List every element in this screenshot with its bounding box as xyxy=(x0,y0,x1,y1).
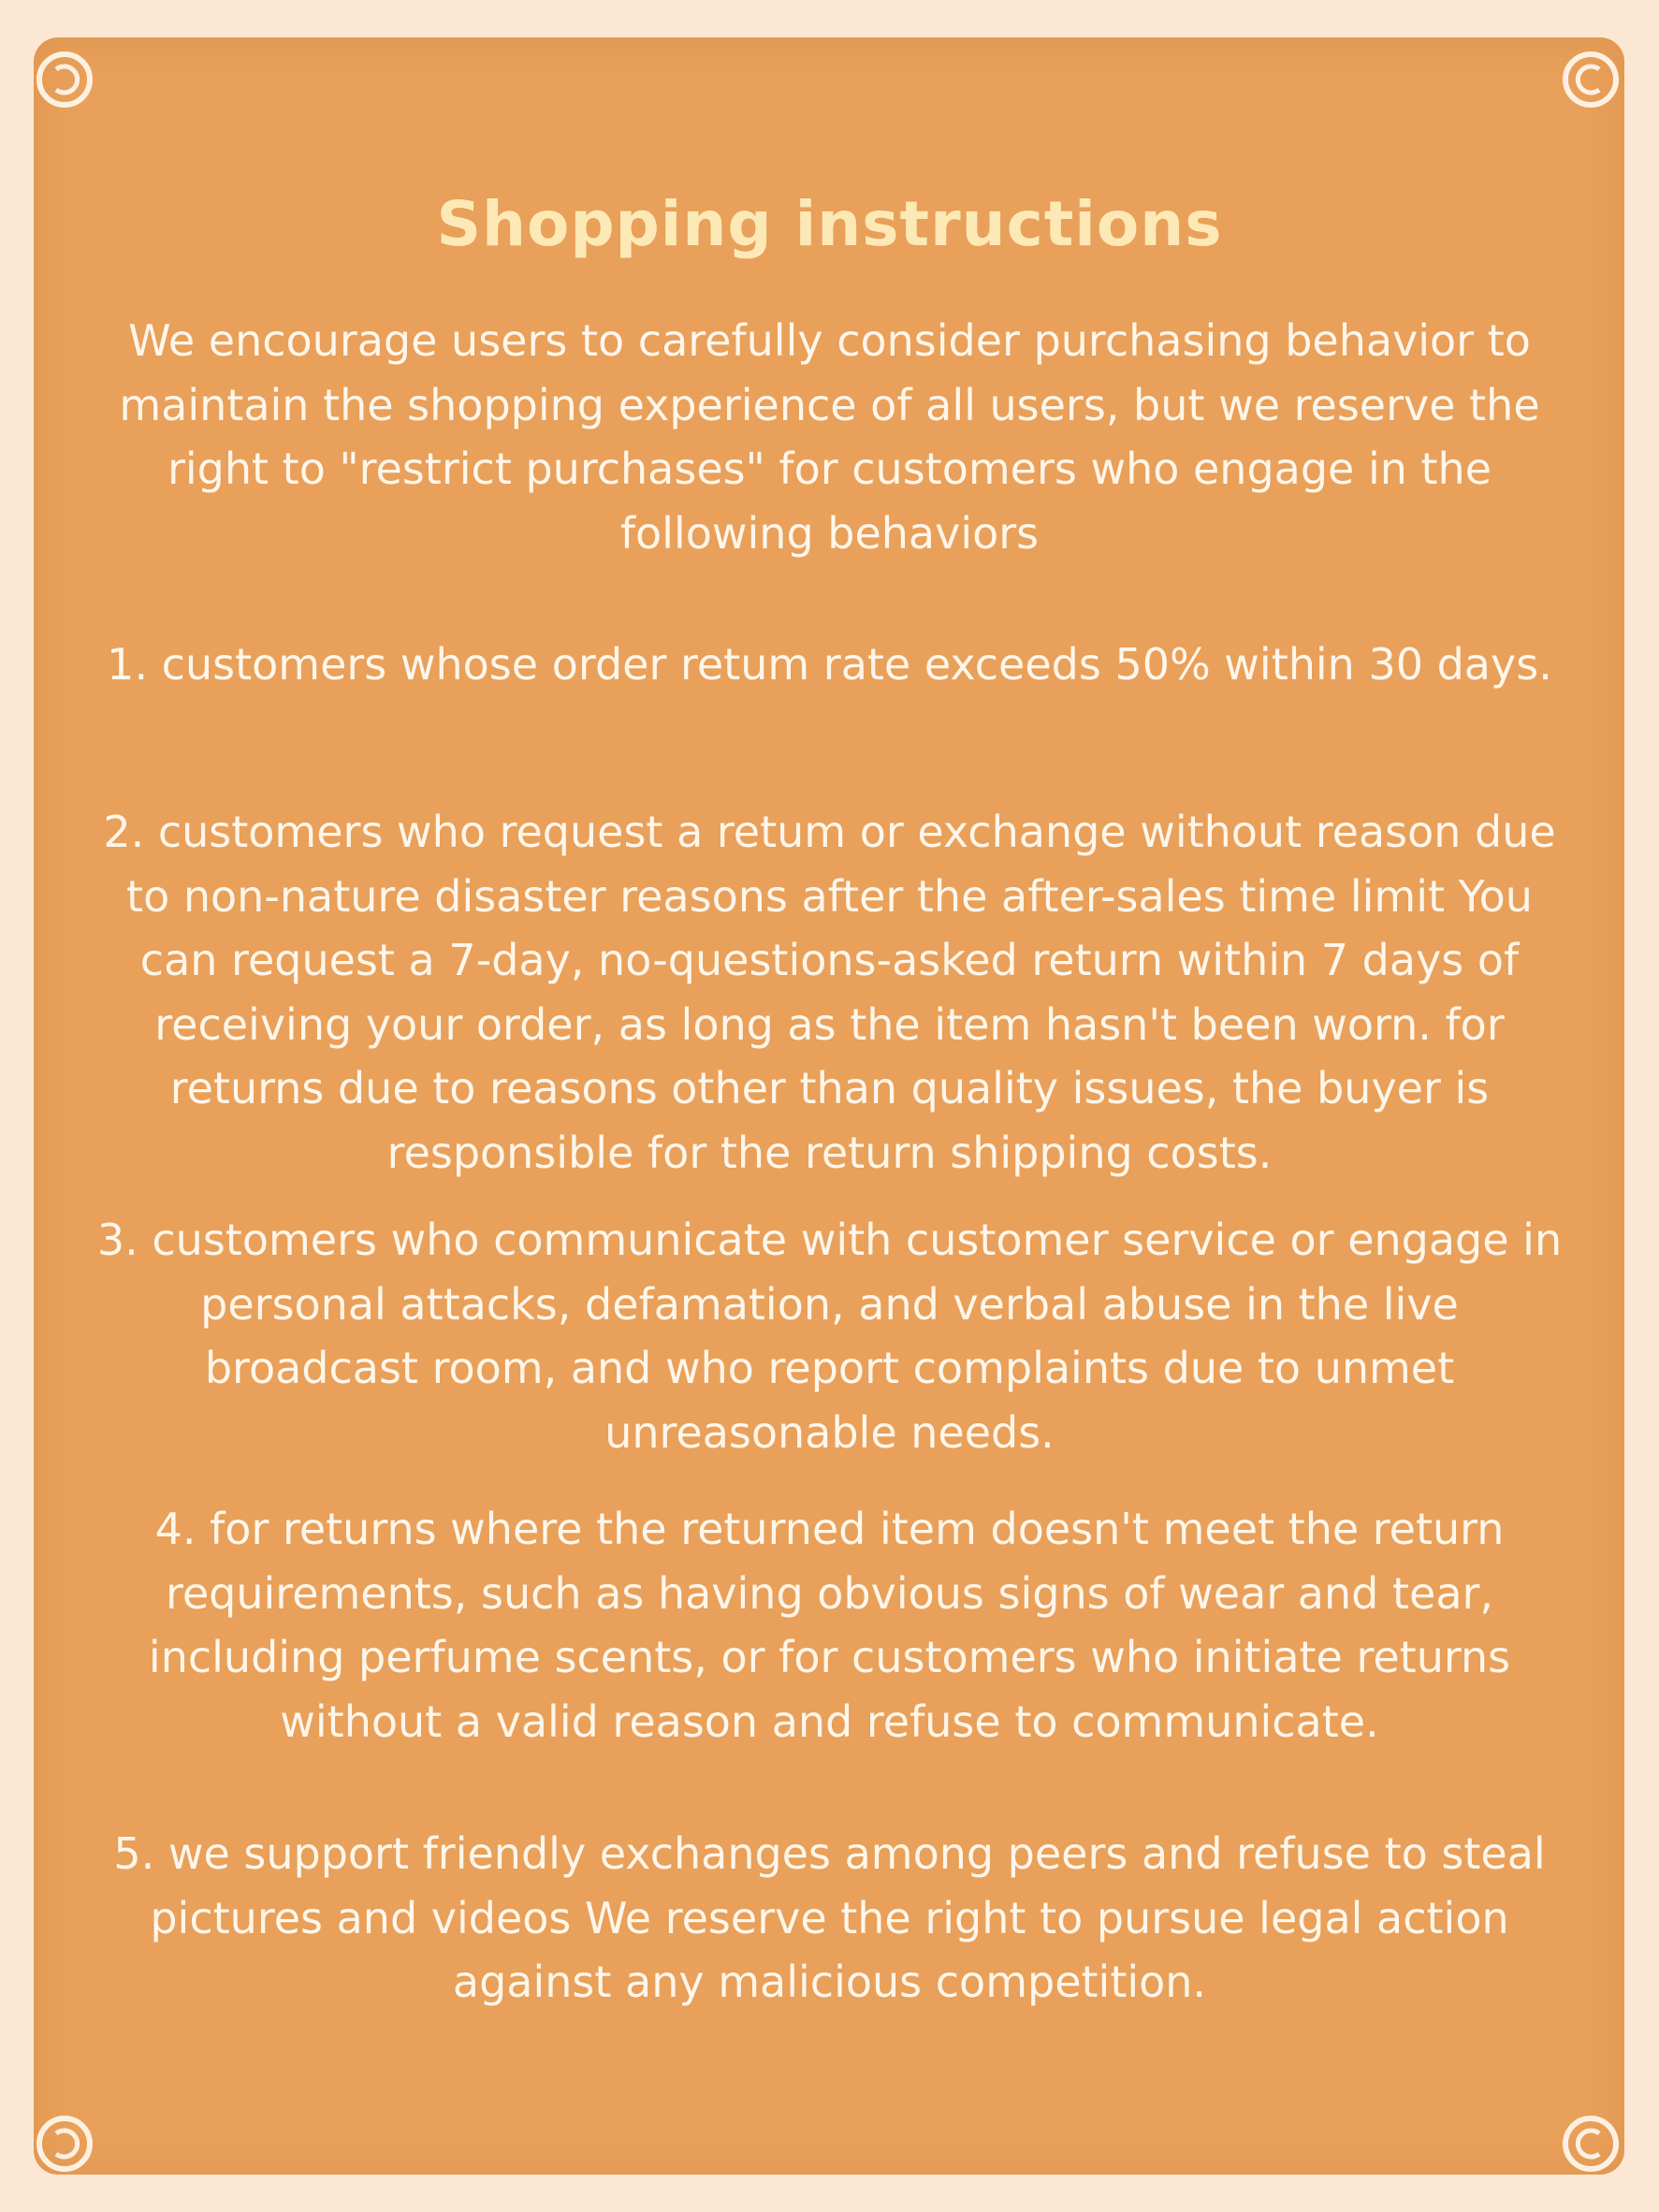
intro-paragraph xyxy=(94,309,1565,565)
list-item-text: 4. for returns where the returned item doesn't meet the return requirements, such as having obvious signs of wear and tear, including perfume scents, or for customers who initiate returns without a valid reason and refuse to communicate. xyxy=(148,1504,1511,1747)
list-item xyxy=(94,1208,1565,1464)
list-item-text: 1. customers whose order retum rate exceeds 50% within 30 days. xyxy=(107,639,1552,690)
intro-text: We encourage users to carefully consider purchasing behavior to maintain the shopping experience of all users, but we reserve the right to "restrict purchases" for customers who engage in the following behaviors xyxy=(119,315,1540,559)
list-item xyxy=(94,800,1565,1185)
list-item-text: 3. customers who communicate with customer service or engage in personal attacks, defamation, and verbal abuse in the live broadcast room, and who report complaints due to unmet unreasonable needs. xyxy=(96,1215,1563,1458)
swirl-ornament-icon xyxy=(32,2111,97,2176)
swirl-ornament-icon xyxy=(32,47,97,112)
list-item xyxy=(94,1822,1565,2015)
list-item-text: 5. we support friendly exchanges among peers and refuse to steal pictures and videos We reserve the right to pursue legal action against any malicious competition. xyxy=(113,1828,1546,2007)
page-title: Shopping instructions xyxy=(436,188,1223,260)
list-item xyxy=(94,1497,1565,1754)
list-item-text: 2. customers who request a retum or exchange without reason due to non-nature disaster reasons after the after-sales time limit You can request a 7-day, no-questions-asked return within 7 days of receiving your order, as long as the item hasn't been worn. for returns due to reasons other than quality issues, the buyer is responsible for the return shipping costs. xyxy=(103,807,1556,1178)
list-item xyxy=(94,633,1565,697)
swirl-ornament-icon xyxy=(1558,47,1623,112)
swirl-ornament-icon xyxy=(1558,2111,1623,2176)
